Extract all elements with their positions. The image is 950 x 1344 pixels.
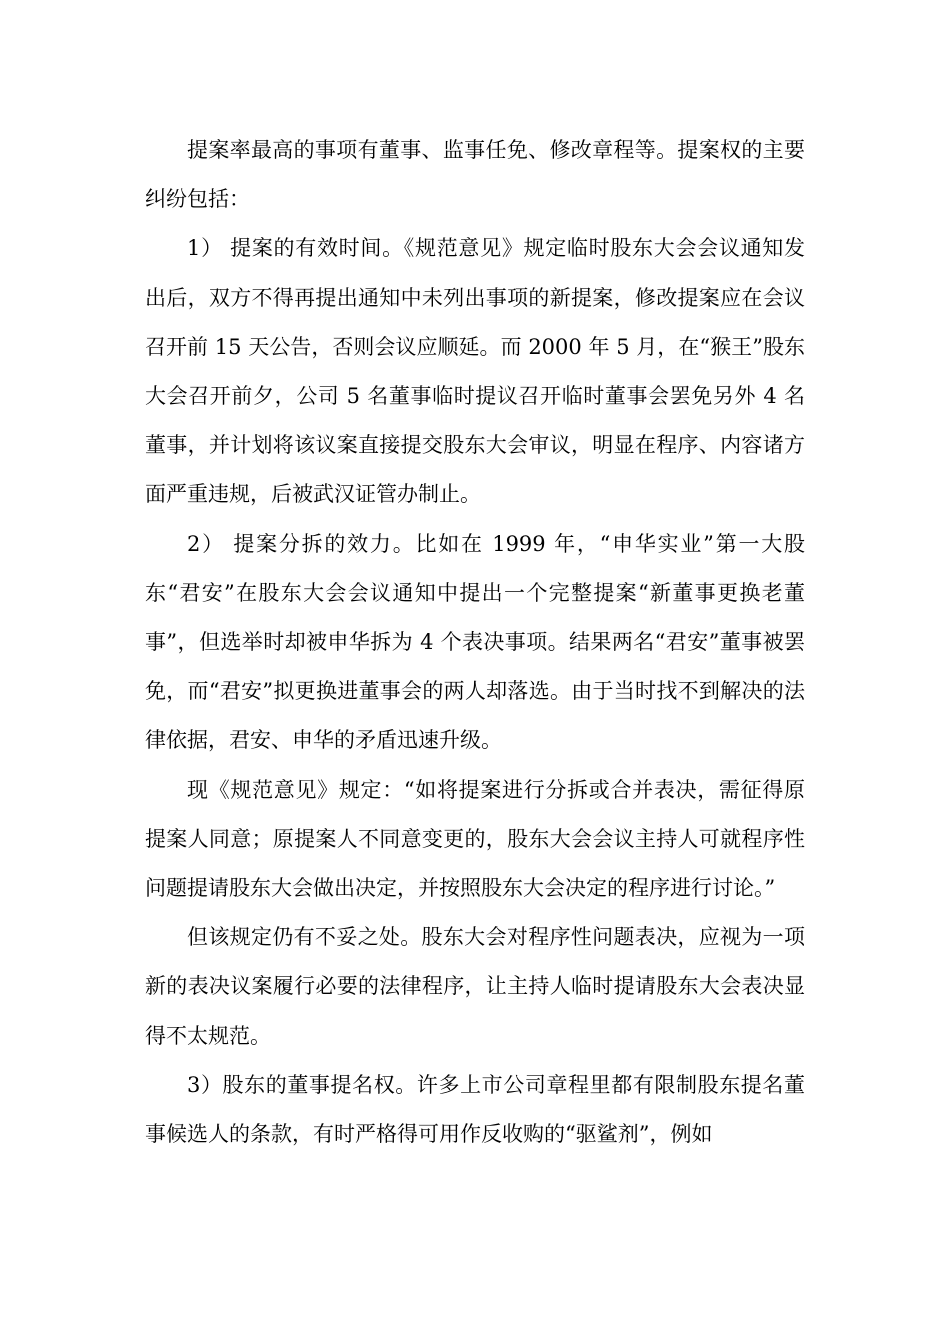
paragraph-intro: 提案率最高的事项有董事、监事任免、修改章程等。提案权的主要纠纷包括： [145,138,805,212]
paragraph-proposal-validity: 1） 提案的有效时间。《规范意见》规定临时股东大会会议通知发出后，双方不得再提出通知中未列出事项的新提案，修改提案应在会议召开前 15 天公告，否则会议应顺延。而 2000 年 5 月，在“猴王”股东大会召开前夕，公司 5 名董事临时提议召开临时董事会罢免另外 4 名董事，并计划将该议案直接提交股东大会审议，明显在程序、内容诸方面严重违规，后被武汉证管办制止。 [145,236,805,507]
paragraph-nomination-right: 3）股东的董事提名权。许多上市公司章程里都有限制股东提名董事候选人的条款，有时严格得可用作反收购的“驱鲨剂”，例如 [145,1072,805,1147]
paragraph-shortcoming: 但该规定仍有不妥之处。股东大会对程序性问题表决，应视为一项新的表决议案履行必要的法律程序，让主持人临时提请股东大会表决显得不太规范。 [145,925,805,1048]
body-text [145,126,805,1159]
paragraph-proposal-split: 2） 提案分拆的效力。比如在 1999 年，“申华实业”第一大股东“君安”在股东大会会议通知中提出一个完整提案“新董事更换老董事”，但选举时却被申华拆为 4 个表决事项。结果两名“君安”董事被罢免，而“君安”拟更换进董事会的两人却落选。由于当时找不到解决的法律依据，君安、申华的矛盾迅速升级。 [145,531,805,753]
paragraph-current-rule: 现《规范意见》规定：“如将提案进行分拆或合并表决，需征得原提案人同意；原提案人不同意变更的，股东大会会议主持人可就程序性问题提请股东大会做出决定，并按照股东大会决定的程序进行讨论。” [145,777,805,901]
